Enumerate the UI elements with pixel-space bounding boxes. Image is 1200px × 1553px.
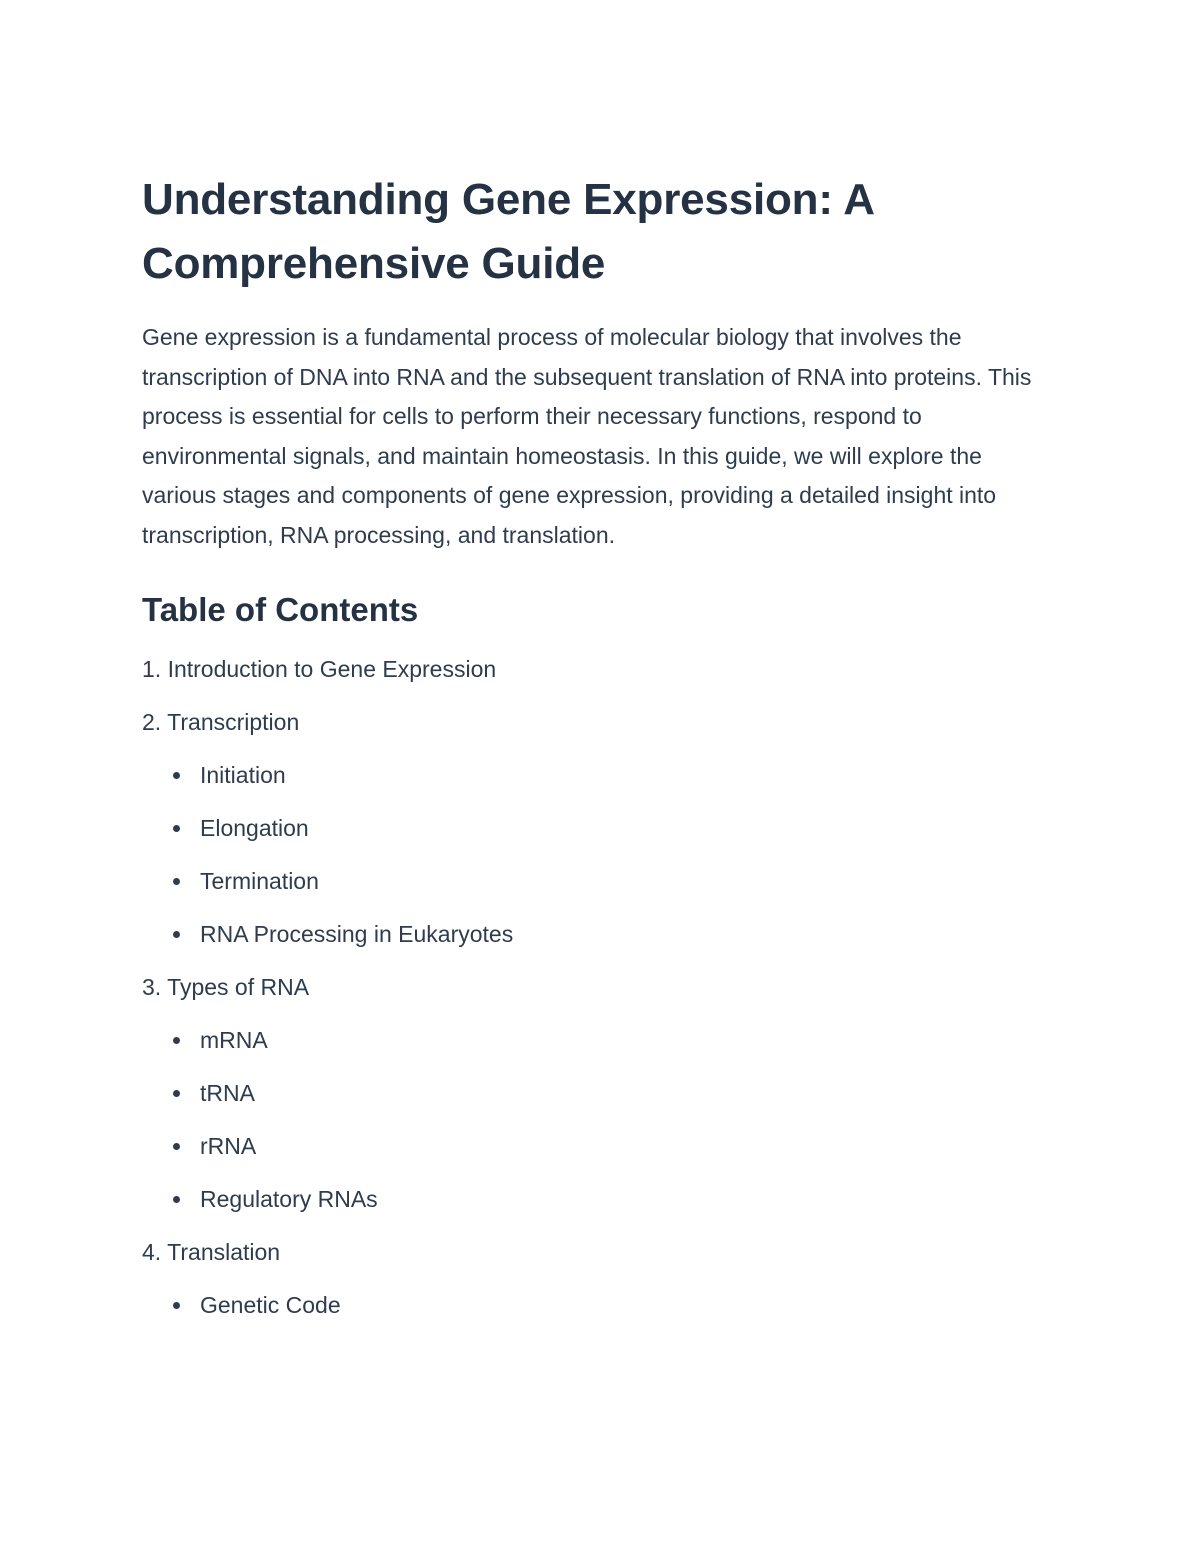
bullet-icon (173, 1143, 180, 1150)
toc-subitem-label: Initiation (200, 761, 286, 788)
toc-subitem-label: RNA Processing in Eukaryotes (200, 920, 514, 947)
toc-subitem (142, 921, 1062, 948)
toc-subitem (142, 1186, 1062, 1213)
toc-item-translation (142, 1239, 1062, 1319)
document-page (142, 168, 1062, 1345)
toc-subitem (142, 868, 1062, 895)
table-of-contents (142, 656, 1062, 1319)
toc-subitem (142, 1080, 1062, 1107)
bullet-icon (173, 1302, 180, 1309)
toc-item-number: 2. (142, 708, 162, 735)
toc-subitem-label: Regulatory RNAs (200, 1185, 378, 1212)
bullet-icon (173, 1196, 180, 1203)
toc-item-label: Introduction to Gene Expression (167, 655, 497, 682)
toc-subitem-label: tRNA (200, 1079, 255, 1106)
toc-item-label: Translation (167, 1238, 281, 1265)
bullet-icon (173, 1037, 180, 1044)
toc-subitem-label: Elongation (200, 814, 309, 841)
toc-sublist (142, 1292, 1062, 1319)
toc-item-number: 3. (142, 973, 162, 1000)
toc-subitem (142, 1292, 1062, 1319)
toc-sublist (142, 762, 1062, 948)
page-title: Understanding Gene Expression: A Comprehensive Guide (142, 175, 874, 288)
toc-subitem (142, 815, 1062, 842)
intro-paragraph: Gene expression is a fundamental process of molecular biology that involves the transcription of DNA into RNA and the subsequent translation of RNA into proteins. This process is essential for cells to perform their necessary functions, respond to environmental signals, and maintain homeostasis. In this guide, we will explore the various stages and components of gene expression, providing a detailed insight into transcription, RNA processing, and translation. (142, 324, 1032, 548)
toc-subitem (142, 1133, 1062, 1160)
toc-item-number: 1. (142, 655, 162, 682)
toc-item-label: Types of RNA (167, 973, 310, 1000)
toc-subitem (142, 1027, 1062, 1054)
toc-heading: Table of Contents (142, 590, 419, 628)
toc-item-types-of-rna (142, 974, 1062, 1213)
bullet-icon (173, 878, 180, 885)
bullet-icon (173, 825, 180, 832)
toc-item-label: Transcription (167, 708, 300, 735)
toc-subitem-label: Termination (200, 867, 319, 894)
bullet-icon (173, 772, 180, 779)
toc-subitem-label: rRNA (200, 1132, 257, 1159)
toc-subitem-label: mRNA (200, 1026, 268, 1053)
toc-sublist (142, 1027, 1062, 1213)
toc-item-number: 4. (142, 1238, 162, 1265)
toc-subitem (142, 762, 1062, 789)
toc-item-transcription (142, 709, 1062, 948)
bullet-icon (173, 1090, 180, 1097)
bullet-icon (173, 931, 180, 938)
toc-subitem-label: Genetic Code (200, 1291, 341, 1318)
toc-item-introduction (142, 656, 1062, 683)
